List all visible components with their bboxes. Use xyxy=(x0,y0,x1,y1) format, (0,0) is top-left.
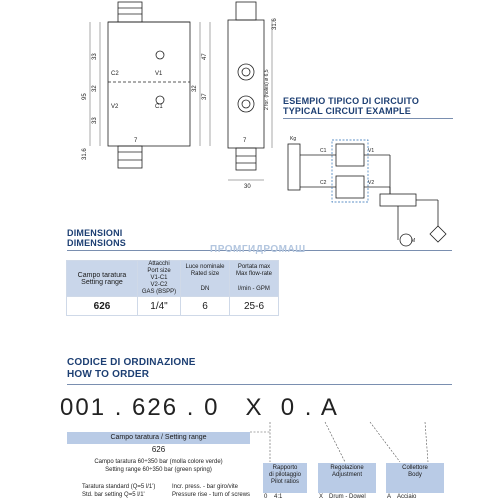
order-code: 001 . 626 . 0 X 0 . A xyxy=(60,394,339,421)
svg-text:V2: V2 xyxy=(368,180,375,186)
standard-setting-en: Std. bar setting Q=5 l/1' xyxy=(82,492,145,498)
svg-text:47: 47 xyxy=(202,53,208,60)
directional-valve xyxy=(380,194,416,206)
circuit-diagram xyxy=(280,130,460,250)
pilot-ratio-value: 4:1 xyxy=(274,494,283,500)
header-ports: Attacchi Port size V1-C1 V2-C2 GAS (BSPP) xyxy=(138,261,181,297)
valve-body-front xyxy=(108,22,190,146)
dimensions-title-en: DIMENSIONS xyxy=(67,238,127,248)
pressure-rise-en: Pressure rise - turn of screws xyxy=(172,492,251,498)
row-setting: 626 xyxy=(67,297,138,316)
port-c2-label: C2 xyxy=(111,71,119,77)
body-value: Acciaio xyxy=(397,494,417,500)
pressure-rise-it: Incr. press. - bar giro/vite xyxy=(172,484,239,490)
order-title-en: HOW TO ORDER xyxy=(67,369,150,380)
circuit-title-it: ESEMPIO TIPICO DI CIRCUITO xyxy=(283,96,420,106)
svg-text:Kg: Kg xyxy=(290,136,297,142)
svg-text:31.6: 31.6 xyxy=(82,148,88,160)
top-fitting-front xyxy=(118,2,142,22)
dimensions-table xyxy=(66,260,279,316)
svg-text:33: 33 xyxy=(92,53,98,60)
adjustment-value: Drum - Dowel xyxy=(329,494,366,500)
code-connector-lines xyxy=(250,420,450,465)
svg-text:2 for. (holes) ø 6,5: 2 for. (holes) ø 6,5 xyxy=(264,69,270,110)
setting-note-it: Campo taratura 60÷350 bar (molla colore verde) xyxy=(94,459,223,465)
setting-range-value: 626 xyxy=(151,445,166,454)
port-c1-label: C1 xyxy=(155,104,163,110)
adjustment-code: X xyxy=(319,494,324,500)
valve-body-side xyxy=(228,20,264,148)
svg-text:C1: C1 xyxy=(320,148,327,154)
cylinder xyxy=(288,144,300,190)
order-title-it: CODICE DI ORDINAZIONE xyxy=(67,357,196,368)
header-rated: Luce nominale Rated size DN xyxy=(181,261,230,297)
pilot-ratio-box: Rapporto di pilotaggio Pilot ratios xyxy=(263,463,307,493)
svg-text:31.6: 31.6 xyxy=(272,18,278,30)
port-v2-label: V2 xyxy=(111,104,119,110)
body-code: A xyxy=(387,494,392,500)
row-rated: 6 xyxy=(181,297,230,316)
svg-text:37: 37 xyxy=(202,93,208,100)
body-box: Collettore Body xyxy=(386,463,444,493)
svg-text:M: M xyxy=(411,238,416,244)
row-flow: 25-6 xyxy=(230,297,279,316)
circuit-rule xyxy=(283,118,453,119)
order-rule xyxy=(67,384,452,385)
row-ports: 1/4" xyxy=(138,297,181,316)
svg-text:V1: V1 xyxy=(368,148,375,154)
svg-text:C2: C2 xyxy=(320,180,327,186)
svg-text:32: 32 xyxy=(92,85,98,92)
pilot-ratio-code: 0 xyxy=(264,494,268,500)
circuit-title-en: TYPICAL CIRCUIT EXAMPLE xyxy=(283,106,411,116)
setting-note-en: Setting range 60÷350 bar (green spring) xyxy=(105,467,212,473)
header-setting: Campo taratura Setting range xyxy=(67,261,138,297)
svg-text:32: 32 xyxy=(192,85,198,92)
svg-text:33: 33 xyxy=(92,117,98,124)
setting-range-bar: Campo taratura / Setting range xyxy=(67,432,250,444)
bottom-fitting-side xyxy=(236,148,256,170)
svg-text:7: 7 xyxy=(134,138,138,144)
top-fitting-side xyxy=(236,2,256,20)
svg-text:7: 7 xyxy=(243,138,247,144)
svg-text:95: 95 xyxy=(82,93,88,100)
adjustment-box: Regolazione Adjustment xyxy=(318,463,376,493)
bottom-fitting-front xyxy=(118,146,142,168)
svg-text:30: 30 xyxy=(244,184,251,190)
header-flow: Portata max Max flow-rate l/min - GPM xyxy=(230,261,279,297)
standard-setting-it: Taratura standard (Q=5 l/1') xyxy=(82,484,156,490)
port-v1-label: V1 xyxy=(155,71,163,77)
watermark: ПРОМГИДРОМАШ xyxy=(210,244,306,255)
filter-symbol xyxy=(430,226,446,242)
dimensions-title-it: DIMENSIONI xyxy=(67,228,123,238)
